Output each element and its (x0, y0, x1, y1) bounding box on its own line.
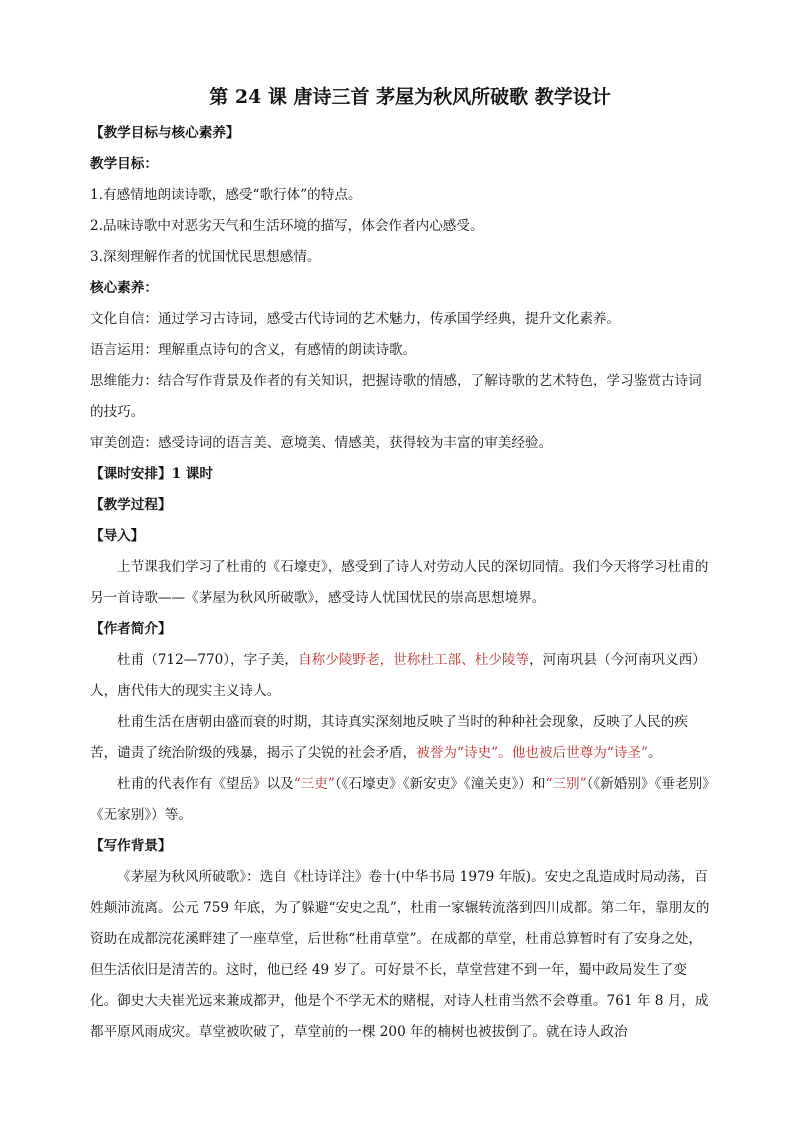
schedule-value: 1 课时 (171, 466, 213, 482)
author-p2-text-b: 。 (647, 745, 662, 761)
goals-label: 教学目标： (90, 156, 158, 172)
goals-header: 【教学目标与核心素养】 (90, 125, 240, 141)
author-p3-text-c: （《新婚别》《垂老别》《无家别》）等。 (90, 776, 709, 823)
author-p3-text-a: 杜甫的代表作有《望岳》以及 (117, 776, 294, 792)
author-p3-highlight-1: “三吏” (293, 776, 335, 792)
author-p1-text-b: ，河南巩县（今河南巩义西）人，唐代伟大的现实主义诗人。 (90, 652, 706, 699)
document-title: 第 24 课 唐诗三首 茅屋为秋风所破歌 教学设计 (209, 86, 611, 108)
author-header: 【作者简介】 (90, 621, 172, 637)
author-p3-text-b: （《石壕吏》《新安吏》《潼关吏》）和 (334, 776, 546, 792)
author-paragraph-3 (90, 769, 710, 831)
author-paragraph-2 (90, 707, 710, 769)
core-item-2: 语言运用：理解重点诗句的含义，有感情的朗读诗歌。 (90, 342, 417, 358)
author-p2-highlight: 被誉为“诗史”。他也被后世尊为“诗圣” (416, 745, 648, 761)
author-p2-text-a: 杜甫生活在唐朝由盛而衰的时期，其诗真实深刻地反映了当时的种种社会现象，反映了人民的疾苦，谴责了统治阶级的残暴，揭示了尖锐的社会矛盾， (90, 714, 688, 761)
core-item-4: 审美创造：感受诗词的语言美、意境美、情感美，获得较为丰富的审美经验。 (90, 435, 553, 451)
schedule-line (90, 459, 710, 490)
schedule-header: 【课时安排】 (90, 466, 172, 482)
core-item-1: 文化自信：通过学习古诗词，感受古代诗词的艺术魅力，传承国学经典，提升文化素养。 (90, 311, 621, 327)
author-p3-highlight-2: “三别” (545, 776, 587, 792)
intro-paragraph: 上节课我们学习了杜甫的《石壕吏》，感受到了诗人对劳动人民的深切同情。我们今天将学习杜甫的另一首诗歌——《茅屋为秋风所破歌》，感受诗人忧国忧民的崇高思想境界。 (90, 559, 709, 606)
author-p1-highlight: 自称少陵野老，世称杜工部、杜少陵等 (298, 652, 530, 668)
background-paragraph: 《茅屋为秋风所破歌》：选自《杜诗详注》卷十(中华书局 1979 年版)。安史之乱造成时局动荡，百姓颠沛流离。公元 759 年底，为了躲避“安史之乱”，杜甫一家辗转流落到四川成都。第二年，靠朋友的资助在成都浣花溪畔建了一座草堂，后世称“杜甫草堂”。在成都的草堂，杜甫总算暂时有了安身之处，但生活依旧是清苦的。这时，他已经 49 岁了。可好景不长，草堂营建不到一年，蜀中政局发生了变化。御史大夫崔光远来兼成都尹，他是个不学无术的赌棍，对诗人杜甫当然不会尊重。761 年 8 月，成都平原风雨成灾。草堂被吹破了，草堂前的一棵 200 年的楠树也被拔倒了。就在诗人政治 (90, 869, 710, 1040)
intro-header: 【导入】 (90, 528, 145, 544)
author-paragraph-1 (90, 645, 710, 707)
goal-item-1: 1.有感情地朗读诗歌，感受“歌行体”的特点。 (90, 187, 362, 203)
core-label: 核心素养： (90, 280, 158, 296)
goal-item-3: 3.深刻理解作者的忧国忧民思想感情。 (90, 249, 321, 265)
document-body (90, 84, 710, 1048)
core-item-3: 思维能力：结合写作背景及作者的有关知识，把握诗歌的情感，了解诗歌的艺术特色，学习鉴赏古诗词的技巧。 (90, 373, 702, 420)
background-header: 【写作背景】 (90, 838, 172, 854)
author-p1-text-a: 杜甫（712—770），字子美， (117, 652, 299, 668)
goal-item-2: 2.品味诗歌中对恶劣天气和生活环境的描写，体会作者内心感受。 (90, 218, 484, 234)
process-header: 【教学过程】 (90, 497, 172, 513)
